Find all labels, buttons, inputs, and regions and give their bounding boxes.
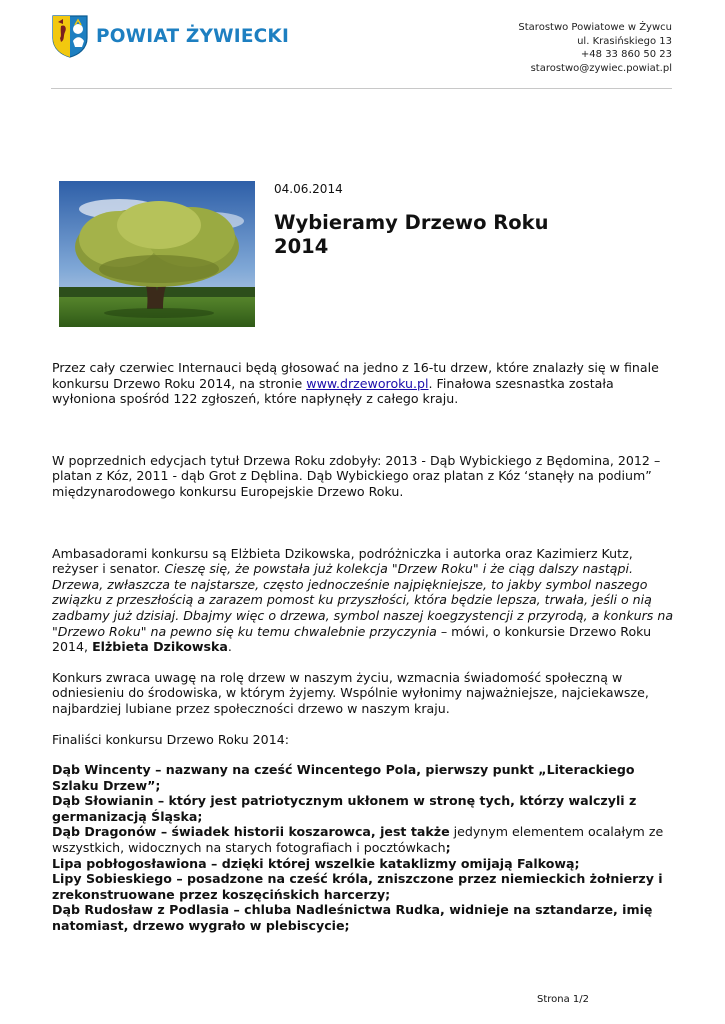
- paragraph-intro: [52, 360, 674, 407]
- contact-line-email: starostwo@zywiec.powiat.pl: [530, 62, 672, 74]
- contact-block: [518, 21, 672, 75]
- contact-line-address: ul. Krasińskiego 13: [577, 35, 672, 47]
- list-item: [52, 824, 674, 855]
- finalists-list: [52, 762, 674, 934]
- contact-line-phone: +48 33 860 50 23: [580, 49, 672, 60]
- list-item: Dąb Wincenty – nazwany na cześć Wincentego Pola, pierwszy punkt „Literackiego Szlaku Drzew”;: [52, 762, 635, 793]
- page-header: [0, 0, 725, 90]
- header-divider: [51, 88, 672, 89]
- powiat-logo[interactable]: [51, 14, 289, 58]
- ambassadors-text: Ambasadorami konkursu są Elżbieta Dzikowska, podróżniczka i autorka oraz Kazimierz Kutz, reżyser i senator.: [52, 545, 633, 577]
- list-item-end: ;: [445, 840, 451, 856]
- paragraph-purpose: Konkurs zwraca uwagę na rolę drzew w naszym życiu, wzmacnia świadomość społeczną w odniesieniu do środowiska, w którym żyjemy. Wspólnie wyłonimy najważniejsze, najciekawsze, najbardziej lubiane przez społeczności drzewo w naszym kraju.: [52, 669, 649, 716]
- list-item-normal: jedynym elementem ocalałym ze wszystkich, widocznych na starych fotografiach i pocztówkach: [52, 824, 664, 856]
- tree-image: [59, 181, 255, 327]
- article-title: Wybieramy Drzewo Roku 2014: [274, 211, 549, 258]
- list-item: Dąb Słowianin – który jest patriotycznym ukłonem w stronę tych, którzy walczyli z germanizacją Śląska;: [52, 793, 637, 824]
- article-date: 04.06.2014: [274, 182, 343, 196]
- drzeworoku-link[interactable]: www.drzeworoku.pl: [306, 375, 429, 391]
- coat-of-arms-icon: [51, 14, 89, 58]
- list-item-bold: Dąb Dragonów – świadek historii koszarowca, jest także: [52, 824, 450, 840]
- tree-photo: [59, 181, 255, 327]
- finalists-heading: Finaliści konkursu Drzewo Roku 2014:: [52, 731, 289, 747]
- quote-author: Elżbieta Dzikowska: [92, 639, 228, 655]
- intro-text: Przez cały czerwiec Internauci będą głosować na jedno z 16-tu drzew, które znalazły się w finale konkursu Drzewo Roku 2014, na stronie: [52, 360, 659, 391]
- contact-line-office: Starostwo Powiatowe w Żywcu: [518, 22, 672, 33]
- intro-text-end: . Finałowa szesnastka została wyłoniona spośród 122 zgłoszeń, które napłynęły z całego kraju.: [52, 375, 614, 407]
- page-number: Strona 1/2: [537, 994, 590, 1005]
- paragraph-previous-editions: W poprzednich edycjach tytuł Drzewa Roku zdobyły: 2013 - Dąb Wybickiego z Będomina, 2012 – platan z Kóz, 2011 - dąb Grot z Dęblina. Dąb Wybickiego oraz platan z Kóz ‘stanęły na podium” międzynarodowego konkursu Europejskie Drzewo Roku.: [52, 452, 661, 499]
- quote-text: Cieszę się, że powstała już kolekcja "Drzew Roku" i że ciąg dalszy nastąpi. Drzewa, zwłaszcza te najstarsze, często jednocześnie najpiękniejsze, to jakby symbol naszego związku z przeszłością a zarazem pomost ku przyszłości, która będzie lepsza, trwała, jeśli o nią zadbamy już dzisiaj. Dbajmy więc o drzewa, symbol naszej koegzystencji z przyrodą, a konkurs na "Drzewo Roku" na pewno się ku temu chwalebnie przyczynia: [52, 561, 674, 639]
- article-body: [52, 360, 674, 934]
- quote-attribution: – mówi, o konkursie Drzewo Roku 2014,: [52, 623, 652, 655]
- quote-end: .: [227, 639, 232, 655]
- logo-text: POWIAT ŻYWIECKI: [96, 25, 290, 47]
- list-item: Lipa pobłogosławiona – dzięki której wszelkie kataklizmy omijają Falkową;: [52, 855, 580, 871]
- paragraph-ambassadors: [52, 546, 674, 655]
- list-item: Lipy Sobieskiego – posadzone na cześć króla, zniszczone przez niemieckich żołnierzy i zrekonstruowane przez koszęcińskich harcerzy;: [52, 871, 663, 902]
- list-item: Dąb Rudosław z Podlasia – chluba Nadleśnictwa Rudka, widnieje na sztandarze, imię natomiast, drzewo wygrało w plebiscycie;: [52, 902, 653, 934]
